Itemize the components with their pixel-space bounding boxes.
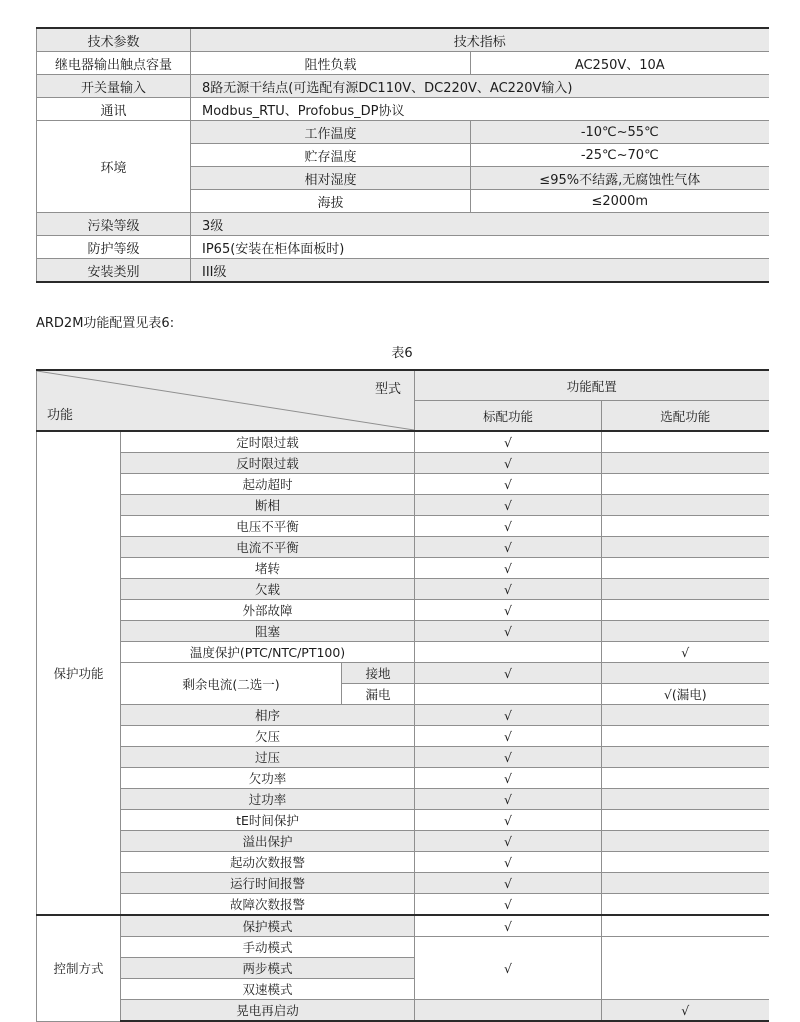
optional-cell: √(漏电)	[602, 684, 769, 705]
spec-value-cell: 3级	[191, 213, 769, 236]
standard-cell: √	[415, 495, 602, 516]
header-optional: 选配功能	[602, 401, 769, 432]
spec-value-cell: AC250V、10A	[471, 52, 769, 75]
spec-param-cell: 继电器输出触点容量	[37, 52, 191, 75]
function-row	[37, 768, 769, 789]
corner-label-type: 型式	[375, 382, 402, 397]
spec-group-cell: 环境	[37, 121, 191, 213]
spec-value-cell: 8路无源干结点(可选配有源DC110V、DC220V、AC220V输入)	[191, 75, 769, 98]
standard-cell	[415, 1000, 602, 1022]
function-cell: 断相	[121, 495, 415, 516]
standard-cell: √	[415, 873, 602, 894]
function-cell: 欠压	[121, 726, 415, 747]
diagonal-line	[37, 371, 414, 430]
optional-cell	[602, 894, 769, 916]
row-group-cell: 保护功能	[37, 431, 121, 915]
standard-cell: √	[415, 747, 602, 768]
table6-caption: 表6	[391, 346, 413, 361]
function-row	[37, 621, 769, 642]
function-header-row-1	[37, 370, 769, 401]
function-row	[37, 537, 769, 558]
spec-header-param: 技术参数	[37, 28, 191, 52]
function-row	[37, 600, 769, 621]
spec-value-cell: IP65(安装在柜体面板时)	[191, 236, 769, 259]
optional-cell	[602, 705, 769, 726]
function-cell: 外部故障	[121, 600, 415, 621]
standard-cell: √	[415, 852, 602, 873]
function-row	[37, 431, 769, 453]
spec-value-cell: -25℃~70℃	[471, 144, 769, 167]
optional-cell	[602, 663, 769, 684]
function-row	[37, 474, 769, 495]
spec-value-cell: -10℃~55℃	[471, 121, 769, 144]
optional-cell	[602, 516, 769, 537]
spec-value-cell: ≤2000m	[471, 190, 769, 213]
standard-cell: √	[415, 831, 602, 852]
optional-cell	[602, 852, 769, 873]
function-cell: 电压不平衡	[121, 516, 415, 537]
function-sub-cell: 漏电	[342, 684, 415, 705]
spec-param-cell: 防护等级	[37, 236, 191, 259]
header-standard: 标配功能	[415, 401, 602, 432]
spec-row	[37, 52, 769, 75]
standard-cell: √	[415, 453, 602, 474]
spec-row	[37, 236, 769, 259]
function-row	[37, 726, 769, 747]
function-row	[37, 894, 769, 916]
function-cell: 运行时间报警	[121, 873, 415, 894]
standard-cell: √	[415, 894, 602, 916]
optional-cell	[602, 873, 769, 894]
function-cell: tE时间保护	[121, 810, 415, 831]
function-cell: 剩余电流(二选一)	[121, 663, 342, 705]
optional-cell	[602, 558, 769, 579]
function-row	[37, 558, 769, 579]
function-row	[37, 663, 769, 684]
optional-cell	[602, 747, 769, 768]
optional-cell	[602, 768, 769, 789]
optional-cell	[602, 474, 769, 495]
function-cell: 欠载	[121, 579, 415, 600]
spec-table	[36, 27, 769, 283]
function-row	[37, 852, 769, 873]
spec-param-cell: 污染等级	[37, 213, 191, 236]
standard-cell: √	[415, 810, 602, 831]
optional-cell	[602, 915, 769, 937]
function-sub-cell: 接地	[342, 663, 415, 684]
standard-cell: √	[415, 789, 602, 810]
optional-cell	[602, 726, 769, 747]
function-row	[37, 831, 769, 852]
function-row	[37, 642, 769, 663]
function-row	[37, 937, 769, 958]
spec-subparam-cell: 工作温度	[191, 121, 471, 144]
function-table-body	[37, 431, 769, 1021]
function-cell: 保护模式	[121, 915, 415, 937]
header-function-config: 功能配置	[415, 370, 769, 401]
standard-cell: √	[415, 431, 602, 453]
optional-cell	[602, 810, 769, 831]
standard-cell: √	[415, 558, 602, 579]
function-table-head	[37, 370, 769, 431]
function-cell: 定时限过载	[121, 431, 415, 453]
spec-subparam-cell: 贮存温度	[191, 144, 471, 167]
standard-cell: √	[415, 726, 602, 747]
function-cell: 堵转	[121, 558, 415, 579]
function-cell: 两步模式	[121, 958, 415, 979]
function-cell: 故障次数报警	[121, 894, 415, 916]
standard-cell: √	[415, 600, 602, 621]
diagonal-header-cell	[37, 370, 415, 431]
spec-subparam-cell: 阻性负载	[191, 52, 471, 75]
function-cell: 欠功率	[121, 768, 415, 789]
spec-row	[37, 98, 769, 121]
function-row	[37, 516, 769, 537]
optional-cell	[602, 937, 769, 1000]
function-cell: 温度保护(PTC/NTC/PT100)	[121, 642, 415, 663]
function-row	[37, 579, 769, 600]
spec-subparam-cell: 海拔	[191, 190, 471, 213]
function-row	[37, 747, 769, 768]
spec-header-indicator: 技术指标	[191, 28, 769, 52]
spec-row	[37, 121, 769, 144]
function-row	[37, 1000, 769, 1022]
optional-cell	[602, 431, 769, 453]
function-row	[37, 810, 769, 831]
function-cell: 起动超时	[121, 474, 415, 495]
spec-value-cell: Modbus_RTU、Profobus_DP协议	[191, 98, 769, 121]
function-cell: 起动次数报警	[121, 852, 415, 873]
spec-row	[37, 75, 769, 98]
spec-param-cell: 通讯	[37, 98, 191, 121]
function-cell: 晃电再启动	[121, 1000, 415, 1022]
optional-cell: √	[602, 642, 769, 663]
function-row	[37, 789, 769, 810]
standard-cell: √	[415, 768, 602, 789]
standard-cell: √	[415, 537, 602, 558]
function-cell: 电流不平衡	[121, 537, 415, 558]
function-table	[36, 369, 769, 1022]
spec-subparam-cell: 相对湿度	[191, 167, 471, 190]
spec-table-body	[37, 28, 769, 282]
function-cell: 阻塞	[121, 621, 415, 642]
optional-cell	[602, 789, 769, 810]
function-row	[37, 705, 769, 726]
spec-value-cell: III级	[191, 259, 769, 283]
spec-row	[37, 213, 769, 236]
spec-row	[37, 259, 769, 283]
standard-cell: √	[415, 663, 602, 684]
optional-cell	[602, 537, 769, 558]
function-cell: 双速模式	[121, 979, 415, 1000]
function-row	[37, 915, 769, 937]
function-cell: 溢出保护	[121, 831, 415, 852]
spec-header-row	[37, 28, 769, 52]
intro-text: ARD2M功能配置见表6:	[36, 316, 175, 331]
row-group-cell: 控制方式	[37, 915, 121, 1021]
standard-cell: √	[415, 937, 602, 1000]
standard-cell: √	[415, 579, 602, 600]
spec-param-cell: 开关量输入	[37, 75, 191, 98]
function-cell: 反时限过载	[121, 453, 415, 474]
spec-value-cell: ≤95%不结露,无腐蚀性气体	[471, 167, 769, 190]
optional-cell	[602, 600, 769, 621]
function-cell: 手动模式	[121, 937, 415, 958]
function-row	[37, 495, 769, 516]
standard-cell: √	[415, 705, 602, 726]
function-cell: 相序	[121, 705, 415, 726]
standard-cell: √	[415, 516, 602, 537]
optional-cell	[602, 495, 769, 516]
standard-cell	[415, 684, 602, 705]
standard-cell	[415, 642, 602, 663]
function-row	[37, 873, 769, 894]
spec-param-cell: 安装类别	[37, 259, 191, 283]
function-cell: 过压	[121, 747, 415, 768]
optional-cell	[602, 831, 769, 852]
optional-cell	[602, 579, 769, 600]
standard-cell: √	[415, 474, 602, 495]
function-row	[37, 453, 769, 474]
optional-cell	[602, 453, 769, 474]
standard-cell: √	[415, 915, 602, 937]
standard-cell: √	[415, 621, 602, 642]
function-cell: 过功率	[121, 789, 415, 810]
optional-cell	[602, 621, 769, 642]
optional-cell: √	[602, 1000, 769, 1022]
corner-label-function: 功能	[47, 408, 74, 423]
